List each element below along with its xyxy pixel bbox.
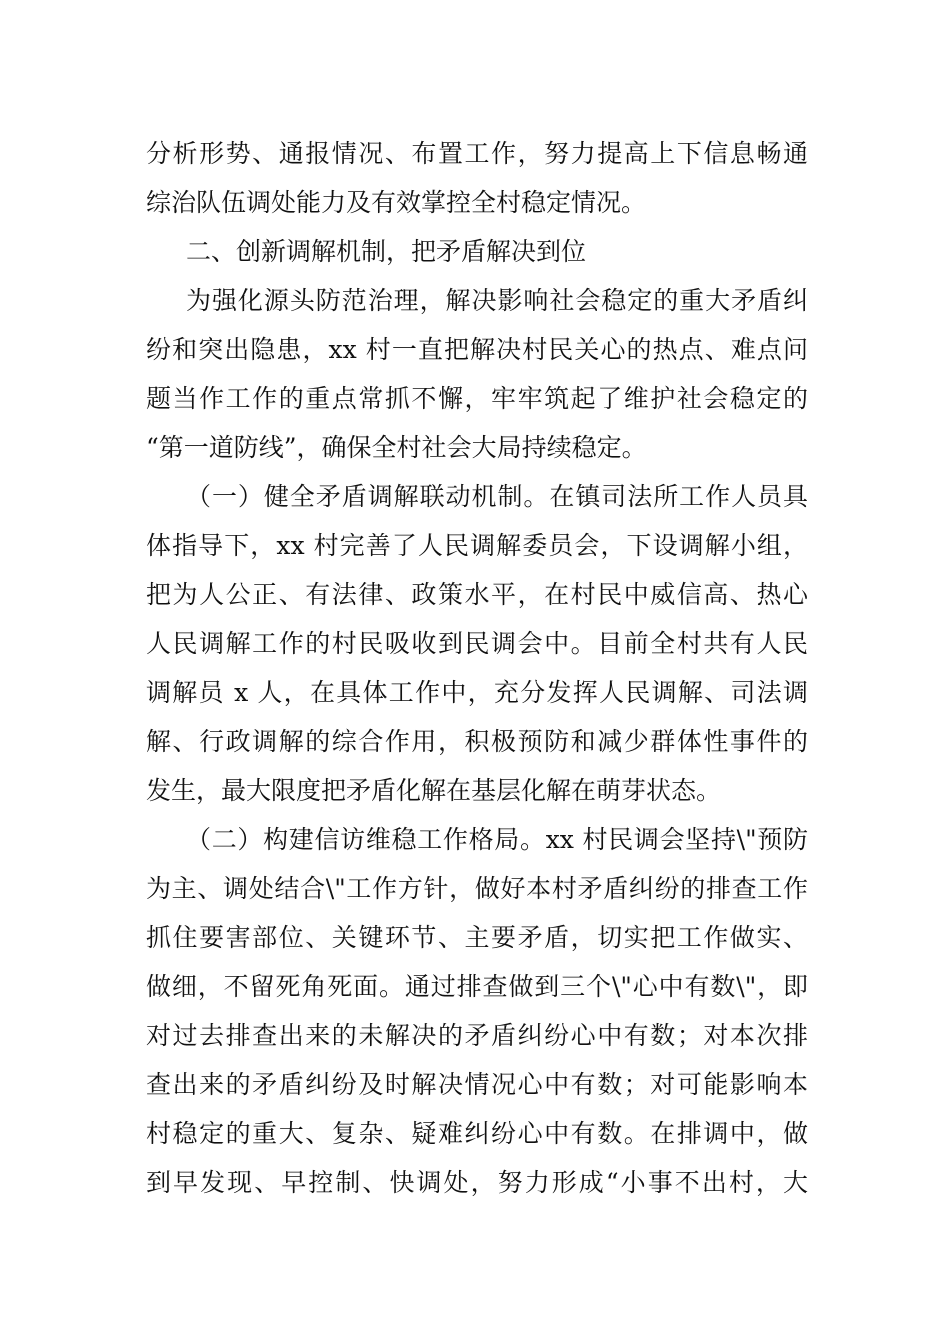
paragraph-line: （二）构建信访维稳工作格局。xx 村民调会坚持\"预防: [186, 825, 808, 854]
paragraph-line: （一）健全矛盾调解联动机制。在镇司法所工作人员具: [186, 482, 808, 511]
paragraph-line: 解、行政调解的综合作用，积极预防和减少群体性事件的: [146, 727, 808, 756]
paragraph-line: 分析形势、通报情况、布置工作，努力提高上下信息畅通: [146, 139, 808, 168]
paragraph-line: 综治队伍调处能力及有效掌控全村稳定情况。: [146, 188, 647, 217]
paragraph-line: 把为人公正、有法律、政策水平，在村民中威信高、热心: [146, 580, 808, 609]
paragraph-line: 做细，不留死角死面。通过排查做到三个\"心中有数\"，即: [146, 972, 808, 1001]
paragraph-line: 人民调解工作的村民吸收到民调会中。目前全村共有人民: [146, 629, 808, 658]
paragraph-line: 查出来的矛盾纠纷及时解决情况心中有数；对可能影响本: [146, 1070, 808, 1099]
paragraph-line: 抓住要害部位、关键环节、主要矛盾，切实把工作做实、: [146, 923, 808, 952]
paragraph-line: 为主、调处结合\"工作方针，做好本村矛盾纠纷的排查工作: [146, 874, 808, 903]
body-text: [146, 129, 808, 1207]
paragraph-line: 发生，最大限度把矛盾化解在基层化解在萌芽状态。: [146, 776, 722, 805]
paragraph-line: 题当作工作的重点常抓不懈，牢牢筑起了维护社会稳定的: [146, 384, 808, 413]
paragraph-line: 村稳定的重大、复杂、疑难纠纷心中有数。在排调中，做: [146, 1119, 808, 1148]
section-heading: 二、创新调解机制，把矛盾解决到位: [186, 237, 587, 266]
paragraph-line: 体指导下，xx 村完善了人民调解委员会，下设调解小组，: [146, 531, 808, 560]
paragraph-line: 到早发现、早控制、快调处，努力形成“小事不出村，大: [146, 1168, 808, 1197]
paragraph-line: 为强化源头防范治理，解决影响社会稳定的重大矛盾纠: [186, 286, 808, 315]
paragraph-line: 纷和突出隐患，xx 村一直把解决村民关心的热点、难点问: [146, 335, 808, 364]
paragraph-line: 对过去排查出来的未解决的矛盾纠纷心中有数；对本次排: [146, 1021, 808, 1050]
paragraph-line: “第一道防线”，确保全村社会大局持续稳定。: [146, 433, 647, 462]
paragraph-line: 调解员 x 人，在具体工作中，充分发挥人民调解、司法调: [146, 678, 808, 707]
